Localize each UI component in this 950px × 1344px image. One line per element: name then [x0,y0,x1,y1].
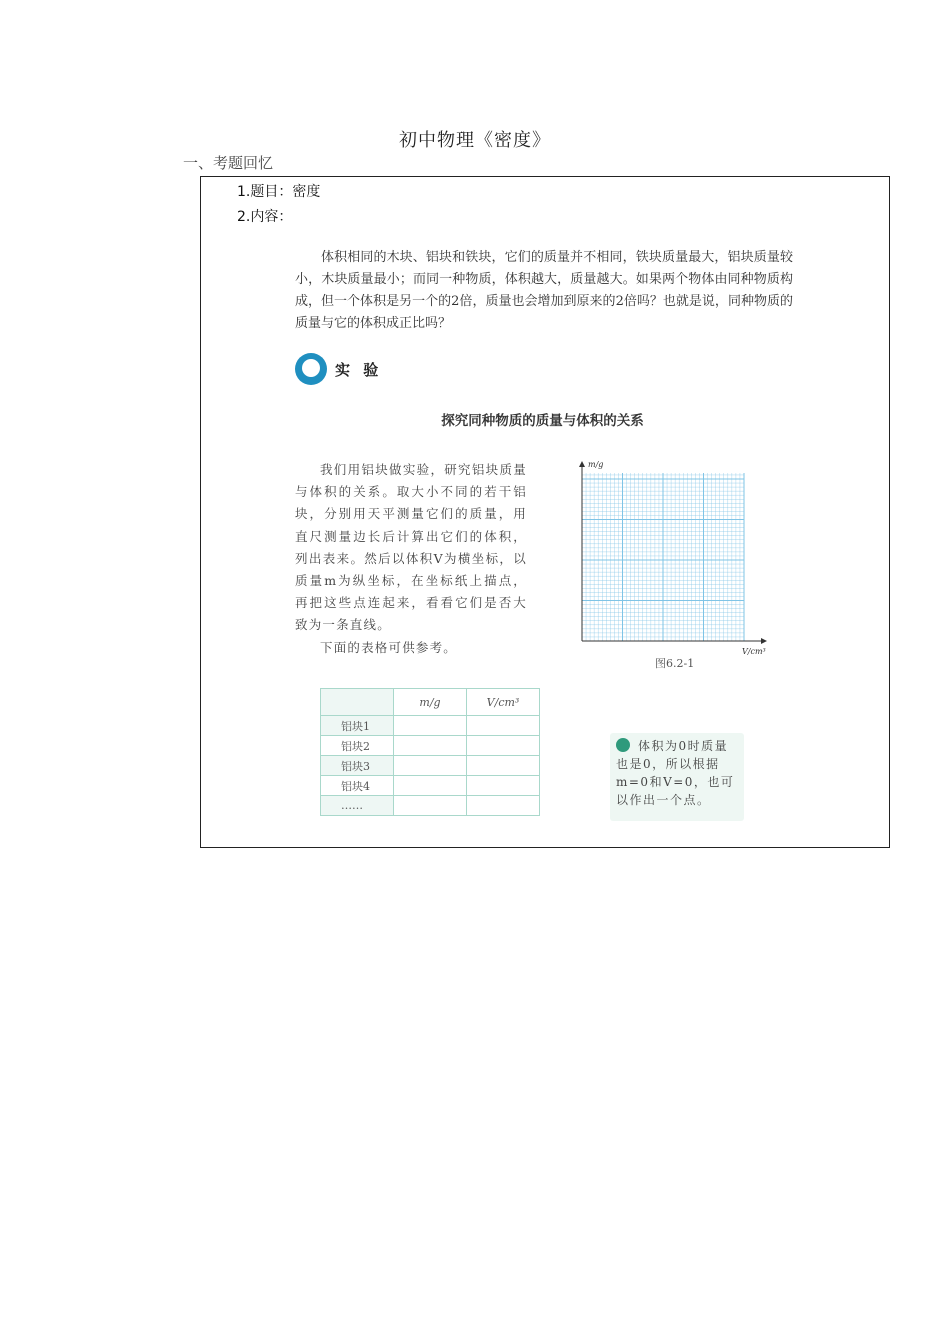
data-table-wrap [320,688,540,816]
section-heading: 一、考题回忆 [183,154,274,172]
experiment-header [295,353,382,385]
experiment-paragraph-table-note: 下面的表格可供参考。 [320,639,458,655]
row-label: 铝块4 [321,776,394,796]
table-row [321,796,540,816]
table-row [321,736,540,756]
tip-text: 体积为0时质量也是0，所以根据m=0和V=0，也可以作出一个点。 [616,739,735,807]
grid-graph [579,461,779,660]
table-cell [394,736,467,756]
table-corner [321,689,394,716]
y-axis-arrow-icon [579,461,585,467]
table-row [321,776,540,796]
table-cell [394,756,467,776]
lightbulb-icon [616,738,630,752]
row-label: 铝块3 [321,756,394,776]
table-cell [467,796,540,816]
experiment-body [295,459,527,659]
table-cell [394,776,467,796]
experiment-title: 探究同种物质的质量与体积的关系 [441,413,644,429]
table-row [321,716,540,736]
table-cell [467,756,540,776]
item-topic-value: 密度 [292,184,321,200]
item-topic [237,181,320,201]
x-axis-arrow-icon [761,638,767,644]
table-header-mass: m/g [394,689,467,716]
table-cell [467,776,540,796]
table-cell [394,796,467,816]
table-cell [394,716,467,736]
y-axis-label: m/g [588,461,604,469]
experiment-label: 实 验 [335,360,383,379]
tip-box [610,733,744,821]
magnifier-icon [295,353,327,385]
x-axis-label: V/cm³ [742,647,766,656]
document-title: 初中物理《密度》 [399,130,551,151]
data-table [320,688,540,816]
row-label: 铝块2 [321,736,394,756]
item-content-label: 2.内容： [237,209,293,225]
question-frame [200,176,890,848]
table-header-row [321,689,540,716]
table-header-volume: V/cm³ [467,689,540,716]
row-label: …… [321,796,394,816]
item-topic-label: 1.题目： [237,184,293,200]
row-label: 铝块1 [321,716,394,736]
figure-caption: 图6.2-1 [655,657,695,670]
table-cell [467,736,540,756]
table-cell [467,716,540,736]
experiment-paragraph: 我们用铝块做实验，研究铝块质量与体积的关系。取大小不同的若干铝块，分别用天平测量它们的质量，用直尺测量边长后计算出它们的体积，列出表来。然后以体积V为横坐标，以质量m为纵坐标，在坐标纸上描点，再把这些点连起来，看看它们是否大致为一条直线。 [295,462,527,633]
grid-graph-svg [579,461,779,656]
table-row [321,756,540,776]
intro-paragraph: 体积相同的木块、铝块和铁块，它们的质量并不相同，铁块质量最大，铝块质量较小，木块质量最小；而同一种物质，体积越大，质量越大。如果两个物体由同种物质构成，但一个体积是另一个的2倍，质量也会增加到原来的2倍吗？也就是说，同种物质的质量与它的体积成正比吗？ [295,250,793,331]
graph-grid [582,473,744,641]
